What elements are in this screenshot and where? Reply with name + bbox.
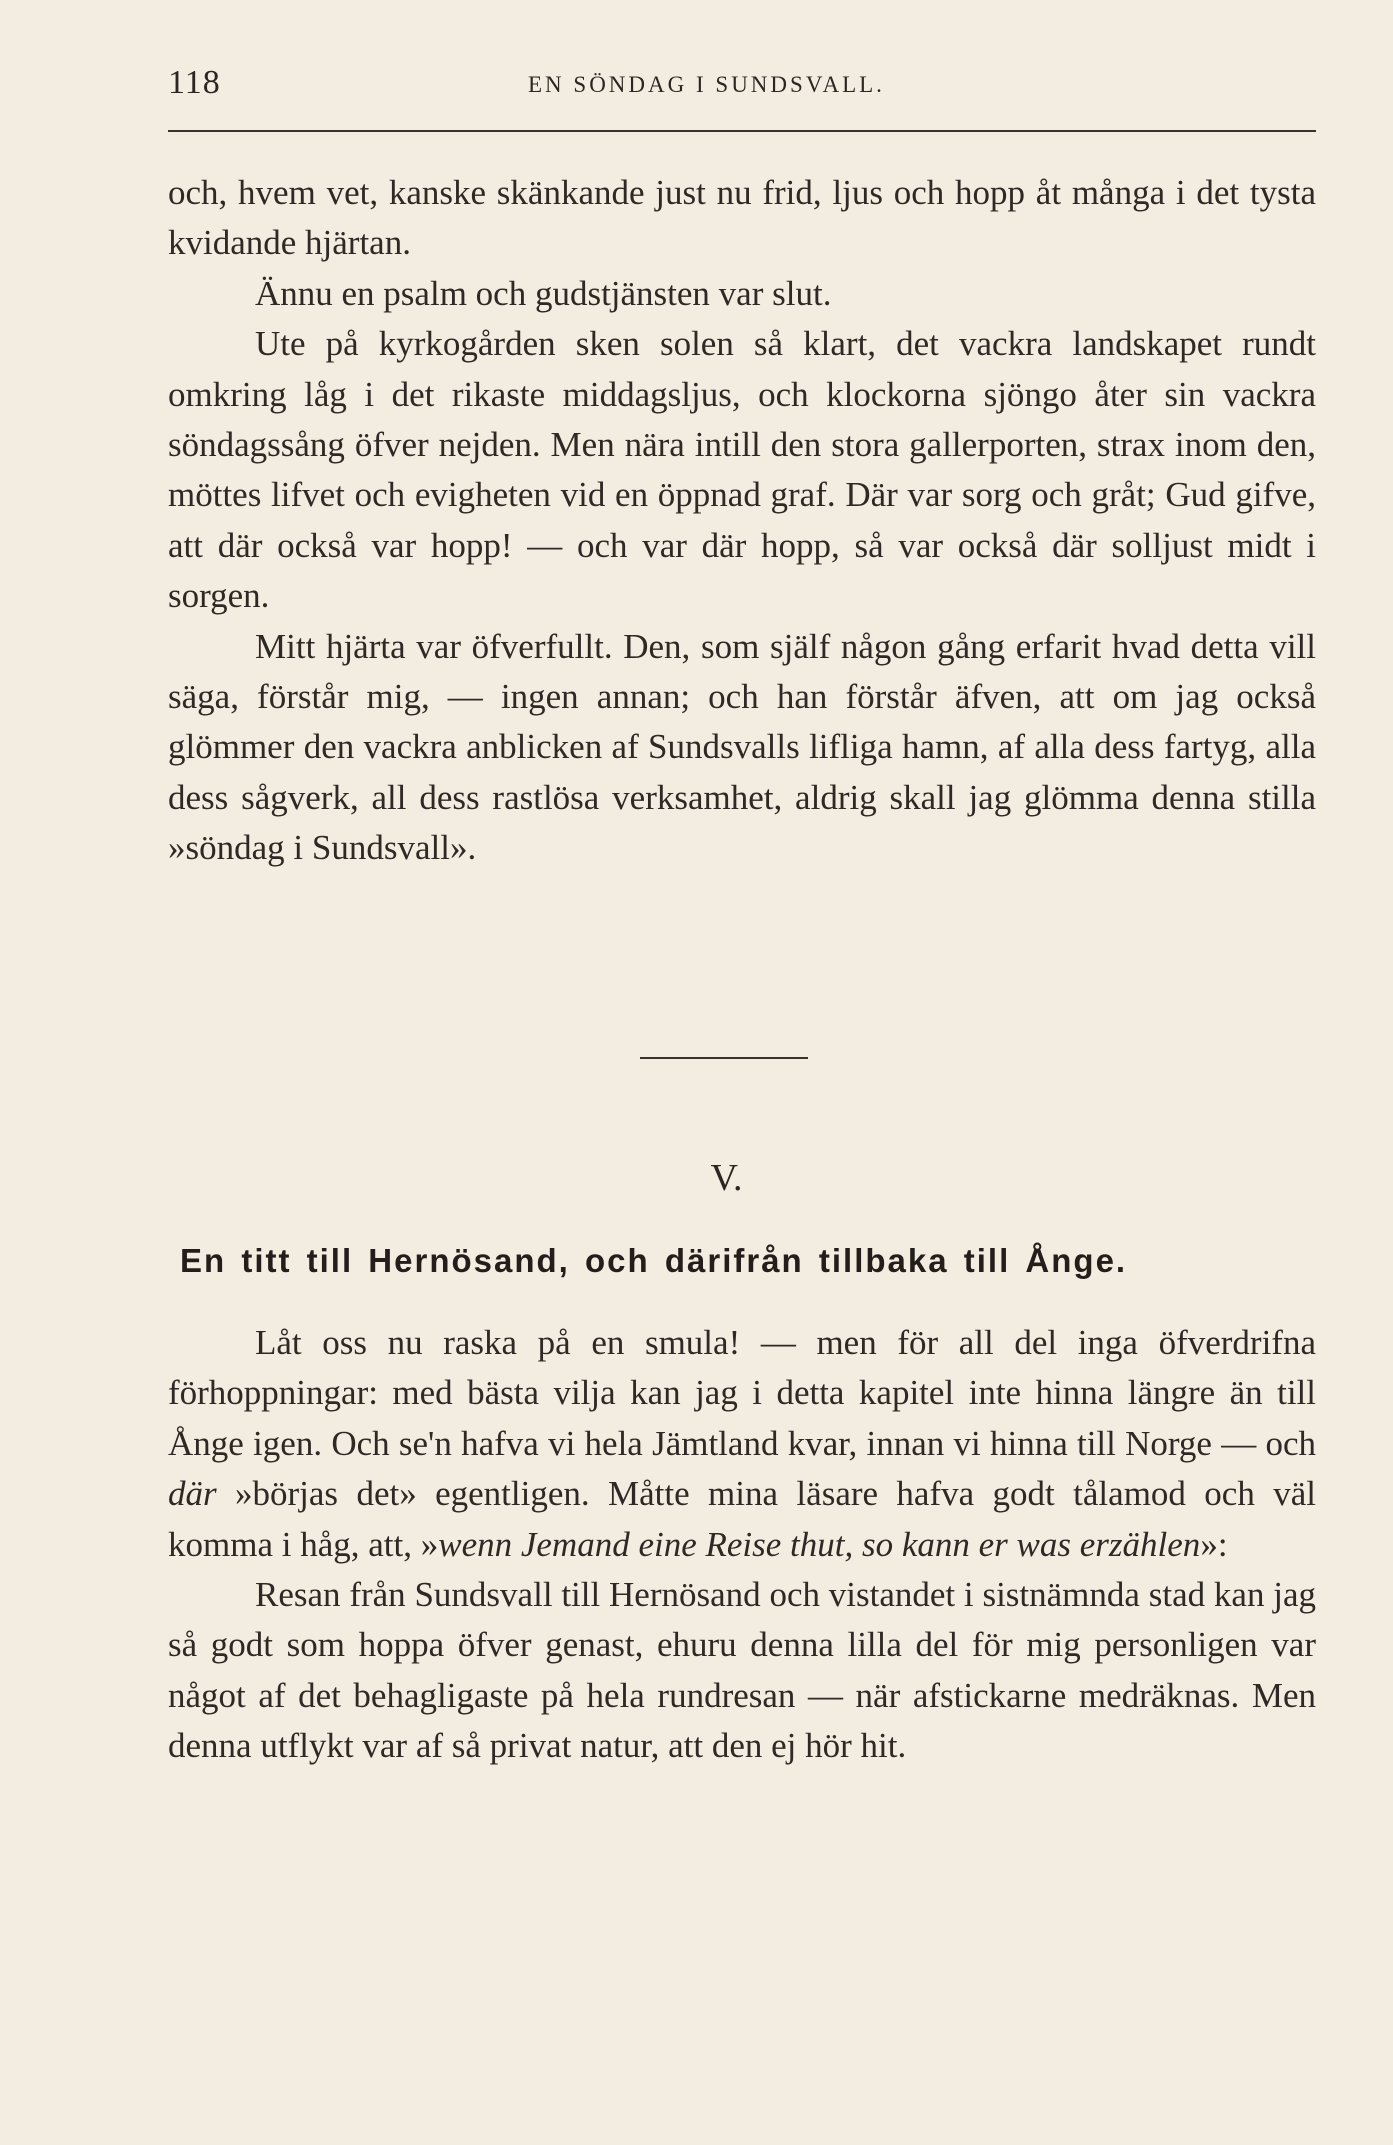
running-title: EN SÖNDAG I SUNDSVALL. [528,72,885,97]
running-head [168,64,1318,104]
paragraph: och, hvem vet, kanske skänkande just nu frid, ljus och hopp åt många i det tysta kvidande hjärtan. [168,173,1316,263]
paragraph-text: Låt oss nu raska på en smula! — men för all del inga öfverdrifna förhoppningar: med bästa vilja kan jag i detta kapitel inte hinna längre än till Ånge igen. Och se'n hafva vi hela Jämtland kvar, innan vi hinna till Norge — och [168,1323,1316,1463]
page-number: 118 [168,64,221,101]
italic-quote: wenn Jemand eine Reise thut, so kann er was erzählen [438,1524,1201,1564]
italic-text: där [168,1474,217,1514]
header-rule [168,130,1316,132]
paragraph-text: »: [1200,1524,1228,1564]
text-block-bottom [168,1318,1316,1772]
paragraph: Resan från Sundsvall till Hernösand och vistandet i sistnämnda stad kan jag så godt som hoppa öfver genast, ehuru denna lilla del för mig personligen var något af det behagligaste på hela rundresan — när afstickarne medräknas. Men denna utflykt var af så privat natur, att den ej hör hit. [168,1575,1316,1766]
paragraph-text: »börjas det» egentligen. Måtte mina läsare hafva godt tålamod och väl komma i håg, att, » [168,1474,1316,1564]
paragraph: Ute på kyrkogården sken solen så klart, det vackra landskapet rundt omkring låg i det rikaste middagsljus, och klockorna sjöngo åter sin vackra söndagssång öfver nejden. Men nära intill den stora gallerporten, strax inom den, möttes lifvet och evigheten vid en öppnad graf. Där var sorg och gråt; Gud gifve, att där också var hopp! — och var där hopp, så var också där solljust midt i sorgen. [168,324,1316,616]
chapter-title: En titt till Hernösand, och därifrån tillbaka till Ånge. [180,1242,1128,1279]
text-block-top [168,168,1316,874]
chapter-number: V. [710,1157,743,1199]
paragraph [168,1318,1316,1570]
paragraph: Ännu en psalm och gudstjänsten var slut. [255,273,832,313]
section-divider [640,1057,808,1059]
paragraph: Mitt hjärta var öfverfullt. Den, som själf någon gång erfarit hvad detta vill säga, förstår mig, — ingen annan; och han förstår äfven, att om jag också glömmer den vackra anblicken af Sundsvalls lifliga hamn, af alla dess fartyg, alla dess sågverk, all dess rastlösa verksamhet, aldrig skall jag glömma denna stilla »söndag i Sundsvall». [168,626,1316,868]
